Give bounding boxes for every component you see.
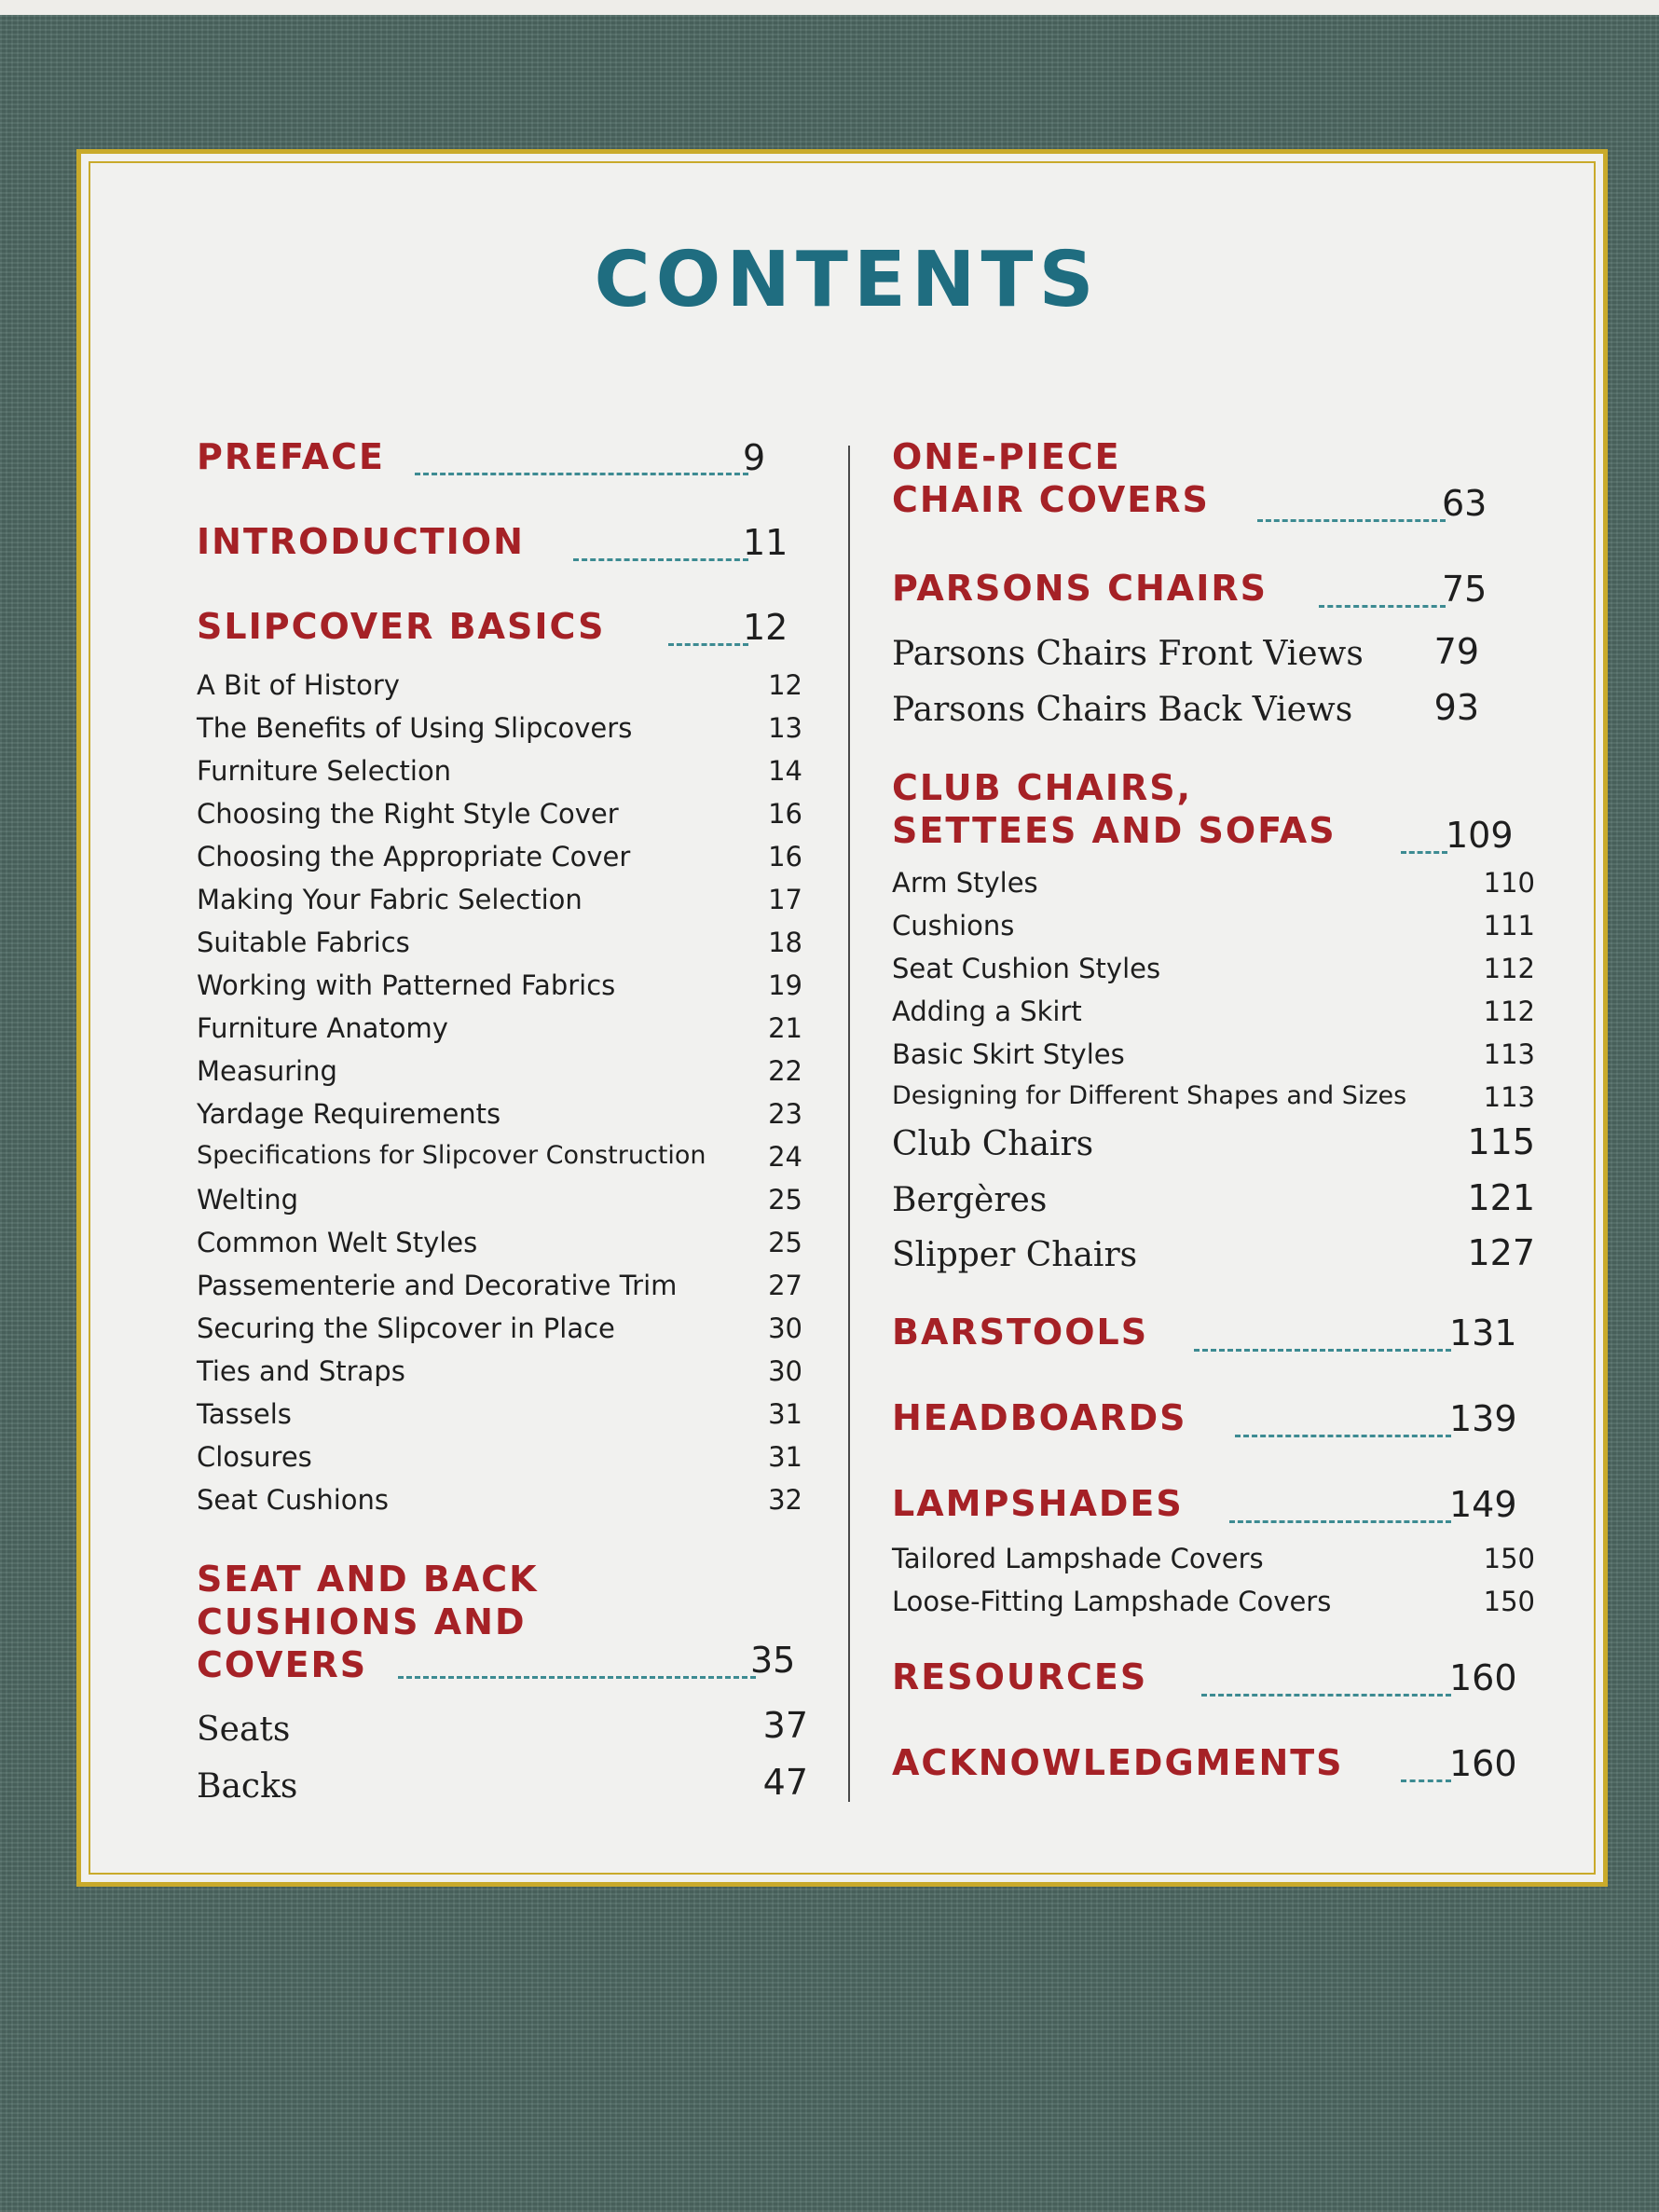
club-subsection-list: [892, 867, 1535, 1124]
toc-heading-barstools[interactable]: BARSTOOLS: [892, 1312, 1149, 1353]
item-label: Choosing the Appropriate Cover: [197, 841, 631, 872]
list-item[interactable]: [892, 1038, 1535, 1081]
list-item[interactable]: [892, 1586, 1535, 1628]
item-page: 24: [768, 1141, 802, 1173]
page-number: 63: [1442, 483, 1488, 524]
item-label: Arm Styles: [892, 867, 1038, 899]
item-label: Securing the Slipcover in Place: [197, 1312, 615, 1344]
page-number: 160: [1449, 1657, 1517, 1698]
item-page: 31: [768, 1441, 802, 1473]
list-item[interactable]: [197, 1484, 802, 1527]
item-label: Seat Cushions: [197, 1484, 390, 1516]
item-page: 32: [768, 1484, 802, 1516]
page-number: 127: [1467, 1232, 1535, 1273]
list-item[interactable]: [197, 841, 802, 884]
heading-line: SEAT AND BACK: [197, 1559, 539, 1600]
leader-dots: [668, 643, 748, 646]
leader-dots: [1401, 851, 1447, 854]
list-item[interactable]: [197, 798, 802, 841]
list-item[interactable]: [197, 755, 802, 798]
item-label: Passementerie and Decorative Trim: [197, 1270, 678, 1301]
item-page: 150: [1483, 1543, 1535, 1574]
toc-entry-slipper-chairs[interactable]: Slipper Chairs: [892, 1236, 1138, 1274]
toc-entry-bergeres[interactable]: Bergères: [892, 1181, 1048, 1219]
page-number: 9: [743, 437, 766, 478]
list-item[interactable]: [197, 1055, 802, 1098]
item-label: Cushions: [892, 910, 1015, 941]
heading-line: CUSHIONS AND: [197, 1601, 527, 1642]
page-edge: [0, 0, 1659, 15]
item-page: 150: [1483, 1586, 1535, 1617]
page-number: 93: [1433, 687, 1479, 728]
leader-dots: [1194, 1349, 1451, 1352]
item-page: 21: [768, 1012, 802, 1044]
page-number: 121: [1467, 1177, 1535, 1218]
leader-dots: [1319, 605, 1446, 608]
leader-dots: [1229, 1520, 1451, 1523]
item-label: Adding a Skirt: [892, 996, 1082, 1027]
item-page: 22: [768, 1055, 802, 1087]
leader-dots: [398, 1676, 756, 1679]
item-label: Closures: [197, 1441, 312, 1473]
item-page: 16: [768, 798, 802, 830]
toc-heading-acknowledgments[interactable]: ACKNOWLEDGMENTS: [892, 1742, 1344, 1783]
list-item[interactable]: [197, 1098, 802, 1141]
item-label: Furniture Selection: [197, 755, 452, 787]
toc-heading-seat-back[interactable]: [197, 1558, 539, 1686]
list-item[interactable]: [197, 669, 802, 712]
leader-dots: [1201, 1694, 1451, 1697]
item-label: Common Welt Styles: [197, 1227, 478, 1258]
list-item[interactable]: [197, 1312, 802, 1355]
list-item[interactable]: [892, 953, 1535, 996]
page-number: 139: [1449, 1398, 1517, 1439]
item-page: 113: [1483, 1081, 1535, 1113]
item-page: 110: [1483, 867, 1535, 899]
item-label: Yardage Requirements: [197, 1098, 501, 1130]
item-label: Specifications for Slipcover Construction: [197, 1141, 706, 1170]
page-number: 11: [743, 522, 788, 563]
page-number: 115: [1467, 1121, 1535, 1162]
leader-dots: [573, 558, 748, 561]
item-page: 17: [768, 884, 802, 915]
item-label: Basic Skirt Styles: [892, 1038, 1125, 1070]
toc-heading-one-piece[interactable]: [892, 435, 1210, 521]
item-page: 14: [768, 755, 802, 787]
item-label: Tassels: [197, 1398, 292, 1430]
item-page: 30: [768, 1312, 802, 1344]
toc-heading-slipcover-basics[interactable]: SLIPCOVER BASICS: [197, 606, 606, 647]
item-page: 16: [768, 841, 802, 872]
list-item[interactable]: [892, 1081, 1535, 1124]
page-number: 35: [750, 1640, 796, 1681]
page-number: 37: [762, 1705, 808, 1746]
list-item[interactable]: [197, 1270, 802, 1312]
leader-dots: [1235, 1435, 1451, 1437]
item-label: Loose-Fitting Lampshade Covers: [892, 1586, 1332, 1617]
toc-heading-parsons[interactable]: PARSONS CHAIRS: [892, 568, 1268, 609]
toc-heading-club[interactable]: [892, 766, 1337, 852]
list-item[interactable]: [197, 969, 802, 1012]
page-number: 109: [1446, 815, 1514, 856]
heading-line: CHAIR COVERS: [892, 479, 1210, 520]
item-page: 25: [768, 1184, 802, 1216]
toc-heading-introduction[interactable]: INTRODUCTION: [197, 521, 525, 562]
heading-line: ONE-PIECE: [892, 436, 1121, 477]
list-item[interactable]: [197, 927, 802, 969]
page-number: 12: [743, 607, 788, 648]
item-label: Making Your Fabric Selection: [197, 884, 583, 915]
item-label: The Benefits of Using Slipcovers: [197, 712, 633, 744]
item-page: 18: [768, 927, 802, 958]
page-number: 131: [1449, 1312, 1517, 1353]
list-item[interactable]: [892, 996, 1535, 1038]
item-page: 31: [768, 1398, 802, 1430]
list-item[interactable]: [197, 884, 802, 927]
heading-line: SETTEES AND SOFAS: [892, 810, 1337, 851]
item-page: 30: [768, 1355, 802, 1387]
list-item[interactable]: [197, 1141, 802, 1184]
item-page: 23: [768, 1098, 802, 1130]
page-number: 160: [1449, 1743, 1517, 1784]
slipcover-basics-list: [197, 669, 802, 1527]
list-item[interactable]: [197, 1441, 802, 1484]
contents-panel: [76, 149, 1608, 1887]
item-page: 13: [768, 712, 802, 744]
heading-line: COVERS: [197, 1644, 368, 1685]
page-number: 47: [762, 1762, 808, 1803]
item-page: 113: [1483, 1038, 1535, 1070]
toc-entry-parsons-front[interactable]: Parsons Chairs Front Views: [892, 635, 1364, 673]
item-label: Ties and Straps: [197, 1355, 405, 1387]
heading-line: CLUB CHAIRS,: [892, 767, 1193, 808]
toc-entry-club-chairs[interactable]: Club Chairs: [892, 1125, 1094, 1163]
page-title: CONTENTS: [594, 236, 1100, 324]
item-label: Suitable Fabrics: [197, 927, 410, 958]
list-item[interactable]: [197, 1184, 802, 1227]
toc-heading-resources[interactable]: RESOURCES: [892, 1656, 1148, 1697]
item-label: Tailored Lampshade Covers: [892, 1543, 1264, 1574]
list-item[interactable]: [892, 1543, 1535, 1586]
item-label: Designing for Different Shapes and Sizes: [892, 1081, 1407, 1110]
toc-heading-lampshades[interactable]: LAMPSHADES: [892, 1483, 1184, 1524]
item-label: Choosing the Right Style Cover: [197, 798, 619, 830]
leader-dots: [415, 473, 748, 475]
toc-entry-backs[interactable]: Backs: [197, 1767, 298, 1806]
lampshades-list: [892, 1543, 1535, 1628]
item-page: 12: [768, 669, 802, 701]
list-item[interactable]: [892, 867, 1535, 910]
item-label: Measuring: [197, 1055, 337, 1087]
list-item[interactable]: [197, 1012, 802, 1055]
item-page: 111: [1483, 910, 1535, 941]
list-item[interactable]: [197, 1398, 802, 1441]
item-label: Furniture Anatomy: [197, 1012, 448, 1044]
list-item[interactable]: [892, 910, 1535, 953]
item-label: Seat Cushion Styles: [892, 953, 1161, 984]
toc-entry-parsons-back[interactable]: Parsons Chairs Back Views: [892, 691, 1353, 729]
item-label: A Bit of History: [197, 669, 400, 701]
page-number: 79: [1433, 631, 1479, 672]
page-number: 75: [1442, 569, 1488, 610]
item-page: 112: [1483, 953, 1535, 984]
item-label: Working with Patterned Fabrics: [197, 969, 616, 1001]
item-page: 27: [768, 1270, 802, 1301]
item-page: 19: [768, 969, 802, 1001]
item-page: 25: [768, 1227, 802, 1258]
leader-dots: [1257, 519, 1446, 522]
toc-entry-seats[interactable]: Seats: [197, 1711, 291, 1749]
page-number: 149: [1449, 1484, 1517, 1525]
list-item[interactable]: [197, 712, 802, 755]
list-item[interactable]: [197, 1227, 802, 1270]
item-page: 112: [1483, 996, 1535, 1027]
item-label: Welting: [197, 1184, 299, 1216]
column-divider: [848, 446, 850, 1802]
list-item[interactable]: [197, 1355, 802, 1398]
leader-dots: [1401, 1779, 1451, 1782]
toc-heading-preface[interactable]: PREFACE: [197, 436, 385, 477]
toc-heading-headboards[interactable]: HEADBOARDS: [892, 1397, 1187, 1438]
